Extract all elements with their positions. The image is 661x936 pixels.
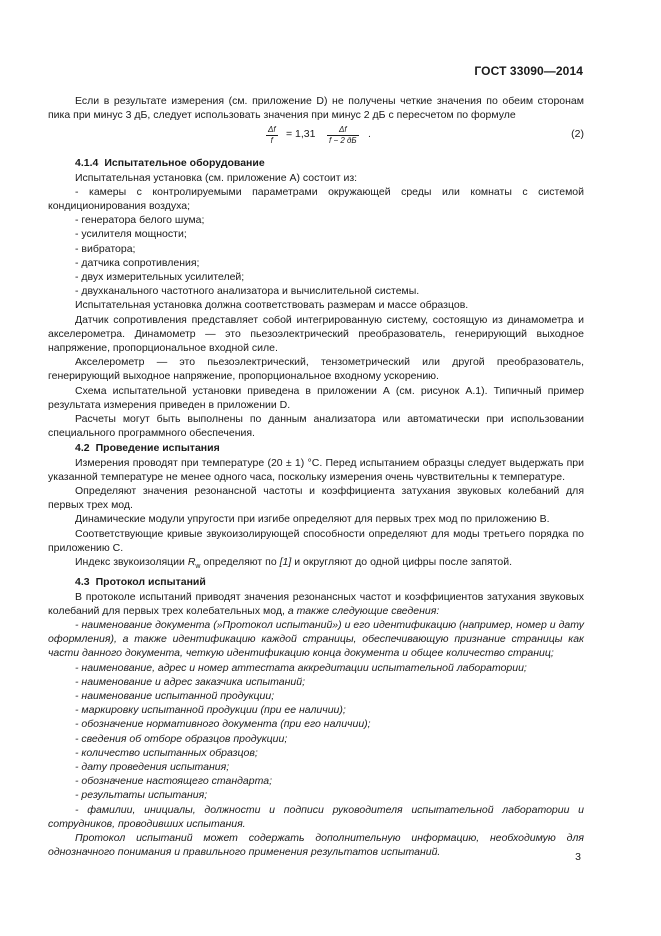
formula-rhs-denominator: f − 2 дБ bbox=[329, 136, 357, 146]
list-item: - усилителя мощности; bbox=[75, 228, 187, 241]
list-item: - двух измерительных усилителей; bbox=[75, 271, 245, 284]
formula-rhs-fraction bbox=[327, 125, 359, 146]
list-item: - наименование документа (»Протокол испытаний») и его идентификацию (например, номер и дату оформления), а также идентификацию каждой страницы, обеспечивающую признание страницы как части данного документа, четкую идентификацию конца документа и общее количество страниц; bbox=[48, 619, 584, 660]
section-lead: В протоколе испытаний приводят значения резонансных частот и коэффициентов затухания звуковых колебаний для первых трех колебательных мод, а также следующие сведения: bbox=[48, 590, 584, 617]
paragraph: Соответствующие кривые звукоизолирующей способности определяют для моды третьего порядка по приложению С. bbox=[48, 527, 584, 554]
list-item: - сведения об отборе образцов продукции; bbox=[75, 732, 288, 745]
list-item: - наименование испытанной продукции; bbox=[75, 690, 275, 703]
formula-rhs-numerator: Δf bbox=[327, 125, 359, 136]
paragraph: Акселерометр — это пьезоэлектрический, тензометрический или другой преобразователь, генерирующий выходное напряжение, пропорциональное входному ускорению. bbox=[48, 356, 584, 383]
section-number: 4.2 bbox=[75, 442, 90, 455]
formula-coefficient: = 1,31 bbox=[286, 128, 316, 141]
symbol-subscript: w bbox=[195, 563, 201, 571]
paragraph: Расчеты могут быть выполнены по данным анализатора или автоматически при использовании специального программного обеспечения. bbox=[48, 413, 584, 440]
section-lead: Испытательная установка (см. приложение А) состоит из: bbox=[75, 171, 358, 184]
list-item: - двухканального частотного анализатора и вычислительной системы. bbox=[75, 285, 420, 298]
section-number: 4.3 bbox=[75, 576, 90, 589]
list-item: - камеры с контролируемыми параметрами окружающей среды или комнаты с системой кондиционирования воздуха; bbox=[48, 185, 584, 213]
formula-lhs-denominator: f bbox=[270, 136, 273, 146]
paragraph-sound-index: Индекс звукоизоляции $R_w$ определяют по [1] и округляют до одной цифры после запятой. bbox=[75, 556, 513, 571]
section-heading-4-2 bbox=[48, 441, 584, 455]
intro-paragraph: Если в результате измерения (см. приложение D) не получены четкие значения по обеим сторонам пика при минус 3 дБ, следует использовать значения при минус 2 дБ с пересчетом по формуле bbox=[48, 95, 584, 122]
list-item: - количество испытанных образцов; bbox=[75, 746, 258, 759]
paragraph: Измерения проводят при температуре (20 ± 1) °С. Перед испытанием образцы следует выдержать при указанной температуре не менее одного часа, поскольку измерения очень чувствительны к температуре. bbox=[48, 456, 584, 483]
list-item: - обозначение нормативного документа (при его наличии); bbox=[75, 718, 371, 731]
section-number: 4.1.4 bbox=[75, 157, 99, 170]
paragraph: Схема испытательной установки приведена в приложении А (см. рисунок А.1). Типичный пример результата измерения приведен в приложении D. bbox=[48, 384, 584, 411]
paragraph: Испытательная установка должна соответствовать размерам и массе образцов. bbox=[75, 299, 469, 312]
paragraph: Динамические модули упругости при изгибе определяют для первых трех мод по приложению В. bbox=[75, 513, 550, 526]
standard-designation: ГОСТ 33090—2014 bbox=[474, 64, 583, 78]
symbol-r: R bbox=[187, 556, 196, 569]
list-item: - генератора белого шума; bbox=[75, 214, 205, 227]
formula-lhs-fraction bbox=[266, 125, 278, 146]
formula-period: . bbox=[368, 128, 371, 141]
list-item: - датчика сопротивления; bbox=[75, 256, 200, 269]
list-item: - наименование и адрес заказчика испытаний; bbox=[75, 675, 306, 688]
page-body bbox=[48, 94, 584, 859]
paragraph: Определяют значения резонансной частоты и коэффициента затухания звуковых колебаний для первых трех мод. bbox=[48, 485, 584, 512]
section-title: Протокол испытаний bbox=[95, 576, 206, 589]
formula-2 bbox=[48, 123, 584, 153]
list-item: - результаты испытания; bbox=[75, 789, 208, 802]
list-item: - наименование, адрес и номер аттестата аккредитации испытательной лаборатории; bbox=[75, 661, 527, 674]
formula-lhs-numerator: Δf bbox=[268, 125, 276, 135]
paragraph: Датчик сопротивления представляет собой интегрированную систему, состоящую из динамометра и акселерометра. Динамометр — это пьезоэлектрический преобразователь, генерирующий выходное напряжение, пропорциональное входной силе. bbox=[48, 313, 584, 355]
list-item: - дату проведения испытания; bbox=[75, 761, 230, 774]
formula-number: (2) bbox=[571, 128, 584, 141]
section-title: Проведение испытания bbox=[95, 442, 220, 455]
closing-paragraph: Протокол испытаний может содержать дополнительную информацию, необходимую для однозначного понимания и правильного применения результатов испытаний. bbox=[48, 832, 584, 859]
list-item: - вибратора; bbox=[75, 242, 136, 255]
page-number: 3 bbox=[575, 851, 581, 863]
list-item: - маркировку испытанной продукции (при ее наличии); bbox=[75, 704, 346, 717]
reference-link: [1] bbox=[279, 556, 292, 569]
section-heading-4-1-4 bbox=[48, 156, 584, 170]
list-item: - обозначение настоящего стандарта; bbox=[75, 775, 272, 788]
section-title: Испытательное оборудование bbox=[104, 157, 265, 170]
list-item: - фамилии, инициалы, должности и подписи руководителя испытательной лаборатории и сотрудников, проводивших испытания. bbox=[48, 803, 584, 830]
section-heading-4-3 bbox=[48, 575, 584, 589]
